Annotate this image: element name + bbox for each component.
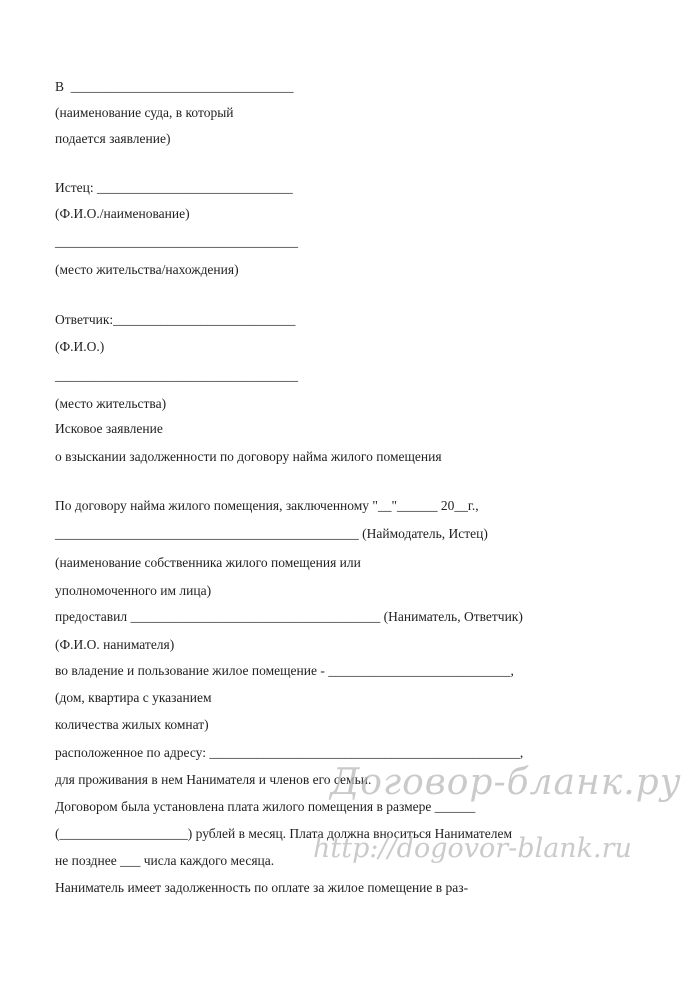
paragraph-line: (наименование собственника жилого помещения или <box>55 555 361 570</box>
watermark-title: Договор-бланк.ру <box>330 762 682 803</box>
defendant-address-hint: (место жительства) <box>55 396 167 411</box>
paragraph-line: _____________________________________________ (Наймодатель, Истец) <box>55 526 488 541</box>
watermark-url: http://dogovor-blank.ru <box>313 833 632 864</box>
defendant-line: Ответчик:___________________________ <box>55 312 296 327</box>
court-hint: подается заявление) <box>55 131 171 146</box>
defendant-address-line: ____________________________________ <box>55 368 298 383</box>
paragraph-line: (Ф.И.О. нанимателя) <box>55 637 175 652</box>
paragraph-line: Договором была установлена плата жилого помещения в размере ______ <box>55 799 476 814</box>
paragraph-line: уполномоченного им лица) <box>55 583 212 598</box>
paragraph-line: (дом, квартира с указанием <box>55 690 212 705</box>
plaintiff-address-line: ____________________________________ <box>55 234 298 249</box>
paragraph-line: расположенное по адресу: ______________________________________________, <box>55 745 524 760</box>
paragraph-line: По договору найма жилого помещения, заключенному "__"______ 20__г., <box>55 498 479 513</box>
paragraph-line: (___________________) рублей в месяц. Плата должна вноситься Нанимателем <box>55 826 513 841</box>
paragraph-line: во владение и пользование жилое помещение - ___________________________, <box>55 663 514 678</box>
document-title: Исковое заявление <box>55 421 163 436</box>
plaintiff-line: Истец: _____________________________ <box>55 180 293 195</box>
paragraph-line: для проживания в нем Нанимателя и членов его семьи. <box>55 772 372 787</box>
paragraph-line: Наниматель имеет задолженность по оплате за жилое помещение в раз- <box>55 880 469 895</box>
defendant-hint: (Ф.И.О.) <box>55 339 105 354</box>
document-subtitle: о взыскании задолженности по договору найма жилого помещения <box>55 449 442 464</box>
paragraph-line: не позднее ___ числа каждого месяца. <box>55 853 275 868</box>
plaintiff-address-hint: (место жительства/нахождения) <box>55 262 239 277</box>
court-hint: (наименование суда, в который <box>55 105 234 120</box>
paragraph-line: количества жилых комнат) <box>55 717 209 732</box>
plaintiff-hint: (Ф.И.О./наименование) <box>55 206 190 221</box>
paragraph-line: предоставил _____________________________________ (Наниматель, Ответчик) <box>55 609 523 624</box>
court-line: В _________________________________ <box>55 79 294 94</box>
